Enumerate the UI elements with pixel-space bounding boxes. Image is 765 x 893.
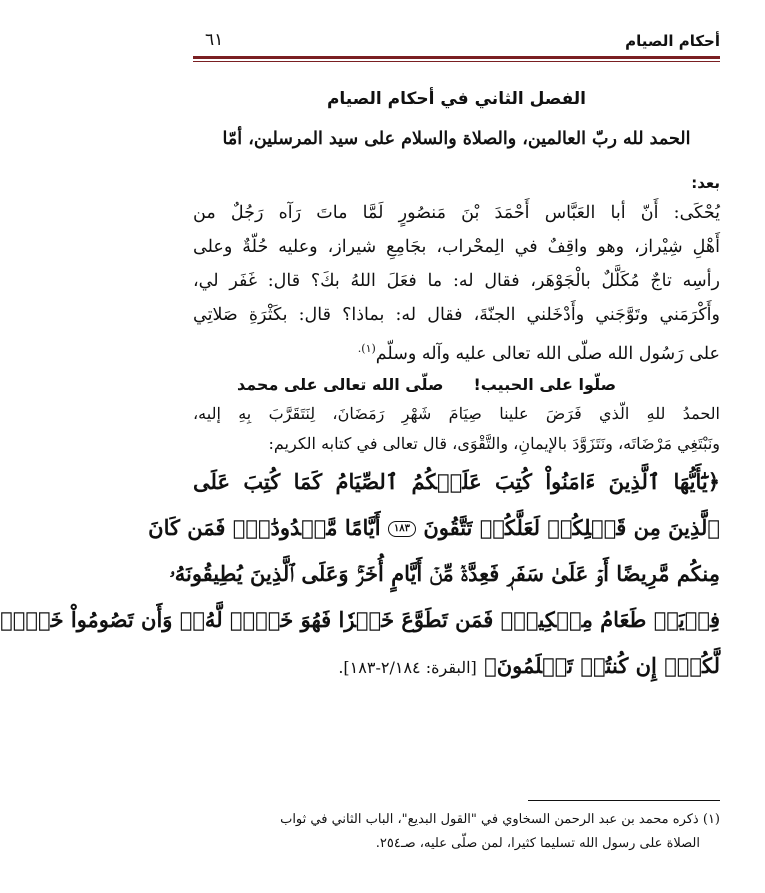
quran-line-last [193, 643, 720, 691]
footnotes [193, 808, 720, 856]
chapter-title: الفصل الثاني في أحكام الصيام [326, 89, 587, 109]
salawat-line [193, 371, 720, 399]
quran-segment: ٱلَّذِينَ مِن قَبۡلِكُمۡ لَعَلَّكُمۡ تَتَّقُونَ [423, 514, 720, 540]
ayah-number-marker: ١٨٣ [388, 521, 416, 537]
page-content [0, 84, 720, 691]
footnote-line [193, 808, 720, 832]
page-header [193, 28, 720, 54]
footnote-text: الصلاة على رسول الله تسليما كثيرا، لمن صلّى عليه، صـ٢٥٤. [375, 836, 700, 851]
story-line: وأَكْرَمَني وتَوَّجَني وأَدْخَلني الجنّةَ، فقال له: بماذا؟ قال: بكَثْرَةِ صَلاتِي [193, 305, 720, 325]
quran-line: فِدۡيَةٞ طَعَامُ مِسۡكِينٖۖ فَمَن تَطَوَّعَ خَيۡرٗا فَهُوَ خَيۡرٞ لَّهُۥۚ وَأَن تَصُومُواْ خَيۡرٞ [0, 606, 720, 632]
page-number: ٦١ [205, 30, 224, 50]
intro-line: الحمدُ للهِ الّذي فَرَضَ علينا صِيَامَ شَهْرِ رَمَضَانَ، لِنَتَقَرَّبَ بِهِ إليه، [193, 403, 720, 423]
quran-line [148, 505, 720, 551]
story-last-text: على رَسُول الله صلّى الله تعالى عليه وآله وسلّم [375, 343, 720, 364]
story-paragraph [193, 196, 720, 371]
quran-line: ﴿يَٰٓأَيُّهَا ٱلَّذِينَ ءَامَنُواْ كُتِبَ عَلَيۡكُمُ ٱلصِّيَامُ كَمَا كُتِبَ عَلَى [193, 468, 720, 494]
doxology-line: الحمد لله ربّ العالمين، والصلاة والسلام على سيد المرسلين، أمّا [222, 129, 691, 149]
footnote-separator [528, 800, 720, 801]
intro-line: ونَبْتَغِي مَرْضَاتَه، ونَتَزَوَّدَ بالإيمانِ، والتَّقْوَى، قال تعالى في كتابه الكريم: [268, 433, 720, 453]
story-line: يُحْكَى: أَنّ أبا العَبَّاس أَحْمَدَ بْنَ مَنصُورٍ لَمَّا ماتَ رَآه رَجُلٌ من [193, 203, 720, 223]
salawat-call: صلّوا على الحبيب! [473, 374, 617, 394]
quran-verse-block [0, 459, 720, 691]
story-line: رأسِه تاجٌ مُكَلَّلٌ بالْجَوْهَر، فقال له: ما فعَلَ اللهُ بكَ؟ قال: غَفَر لي، [193, 271, 720, 291]
quran-line: مِنكُم مَّرِيضًا أَوۡ عَلَىٰ سَفَرٖ فَعِدَّةٞ مِّنۡ أَيَّامٍ أُخَرَۚ وَعَلَى ٱلَّذِينَ يُطِيقُونَهُۥ [169, 560, 720, 586]
footnote-line [193, 832, 720, 856]
baad-heading: بعد: [691, 174, 720, 192]
quran-segment: لَّكُمۡۖ إِن كُنتُمۡ تَعۡلَمُونَ﴾ [484, 652, 720, 678]
intro-paragraph [193, 399, 720, 459]
header-divider-thick [193, 56, 720, 59]
story-line-last [193, 332, 720, 371]
header-divider-thin [193, 61, 720, 62]
quran-reference: [البقرة: ٢/١٨٤-١٨٣]. [338, 657, 477, 677]
salawat-response: صلّى الله تعالى على محمد [236, 374, 444, 394]
story-line: أَهْلِ شِيْراز، وهو واقِفٌ في الِمحْراب، بجَامِعِ شيراز، وعليه حُلّةٌ وعلى [193, 237, 720, 257]
footnote-marker: (١) [702, 812, 720, 827]
footnote-text: ذكره محمد بن عبد الرحمن السخاوي في "القول البديع"، الباب الثاني في ثواب [280, 812, 699, 827]
quran-segment: أَيَّامًا مَّعۡدُودَٰتٖۚ فَمَن كَانَ [148, 514, 381, 540]
running-title: أحكام الصيام [625, 32, 720, 50]
footnote-reference: (١). [357, 342, 376, 355]
